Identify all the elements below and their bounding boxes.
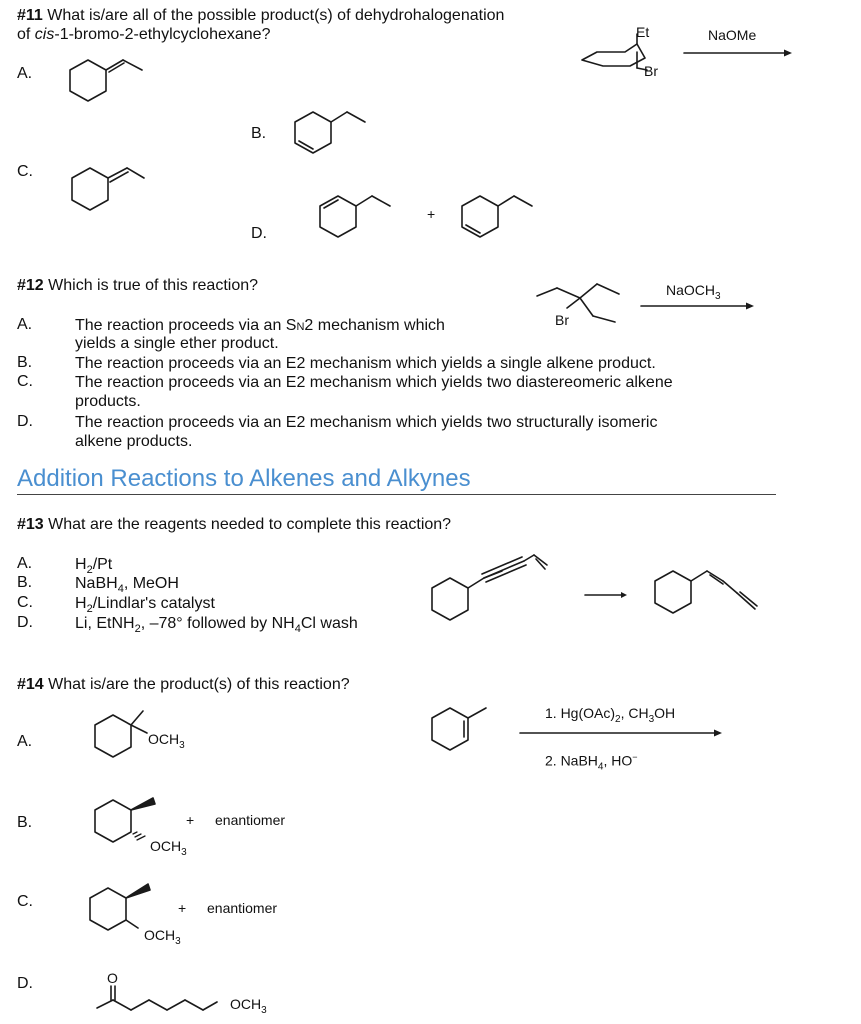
q14-option-d-label[interactable]: D.: [17, 975, 33, 992]
q13-option-d-text: Li, EtNH$_2$, –78° followed by $NH_4Cl$ wash: [75, 615, 358, 636]
q11-number: #11: [17, 7, 43, 24]
q11-question: [17, 6, 504, 25]
q14-option-c-plus: +: [178, 900, 187, 916]
q11-option-a-structure: [70, 58, 170, 108]
q14-option-c-label[interactable]: C.: [17, 893, 33, 910]
q12-option-d-label[interactable]: D.: [17, 413, 33, 430]
q14-reaction-arrow: [520, 728, 730, 738]
q14-step1: 1. $Hg(OAc)_2$, $CH_3OH$: [545, 705, 676, 725]
q11-reagent: NaOMe: [708, 27, 757, 43]
q14-option-a-label[interactable]: A.: [17, 733, 33, 750]
q14-number: #14: [17, 676, 44, 693]
q12-option-a-label[interactable]: A.: [17, 316, 33, 333]
q13-option-a-label[interactable]: A.: [17, 555, 33, 572]
q14-step2: 2. NaBH$_4$, HO−: [545, 752, 638, 773]
q11-option-d-structure-1: [320, 192, 420, 242]
q12-option-b-label[interactable]: B.: [17, 354, 33, 371]
q14-option-a-och3: $OCH_3$: [148, 731, 185, 751]
q13-number: #13: [17, 516, 44, 533]
q11-text-prefix: of: [17, 26, 35, 43]
q14-reactant-structure: [432, 700, 522, 755]
q12-reaction-arrow: [641, 301, 761, 311]
q11-option-c-label[interactable]: C.: [17, 163, 33, 180]
q13-option-c-text: $H_2/Lindlar's$ catalyst: [75, 595, 215, 616]
q13-reaction-arrow: [585, 590, 635, 600]
q14-question: [17, 675, 350, 694]
q14-option-b-label[interactable]: B.: [17, 814, 33, 831]
q14-option-b-enantiomer: enantiomer: [215, 812, 286, 828]
q12-option-d-line2: alkene products.: [75, 433, 193, 450]
q13-option-a-text: $H_2/Pt$: [75, 556, 113, 577]
q12-option-d-line1: The reaction proceeds via an E2 mechanism which yields two structurally isomeric: [75, 414, 658, 431]
q11-option-b-label[interactable]: B.: [251, 125, 267, 142]
q11-et-label: Et: [636, 24, 650, 40]
q14-option-c-och3: $OCH_3$: [144, 927, 181, 947]
q13-text: What are the reagents needed to complete this reaction?: [48, 516, 452, 533]
q11-question-line2: [17, 25, 270, 44]
q11-cis: cis: [34, 26, 55, 43]
q11-option-c-structure: [72, 160, 172, 215]
q13-option-c-label[interactable]: C.: [17, 594, 33, 611]
q12-reagent: NaOCH$_3$: [666, 282, 721, 302]
q11-option-d-label[interactable]: D.: [251, 225, 267, 242]
q12-option-a-line1: The reaction proceeds via an SN2 mechanism which: [75, 317, 445, 334]
q12-reactant-structure: [535, 278, 645, 328]
q12-option-c-line1: The reaction proceeds via an E2 mechanism which yields two diastereomeric alkene: [75, 374, 673, 391]
q14-option-d-oxygen: O: [107, 970, 118, 986]
q12-br-label: Br: [555, 312, 569, 328]
q14-option-b-och3: $OCH_3$: [150, 838, 187, 858]
q13-option-b-text: NaBH$_4$, MeOH: [75, 575, 179, 596]
q13-option-b-label[interactable]: B.: [17, 574, 33, 591]
q14-option-c-enantiomer: enantiomer: [207, 900, 278, 916]
q13-option-d-label[interactable]: D.: [17, 614, 33, 631]
q11-option-d-plus: +: [427, 206, 436, 222]
q13-product-structure: [655, 563, 775, 623]
q12-option-b-text: The reaction proceeds via an E2 mechanism which yields a single alkene product.: [75, 355, 656, 372]
q13-question: [17, 515, 451, 534]
section-heading: Addition Reactions to Alkenes and Alkynes: [17, 465, 471, 492]
q12-option-a-line2: yields a single ether product.: [75, 335, 279, 352]
q14-option-d-och3: $OCH_3$: [230, 996, 267, 1016]
q12-number: #12: [17, 277, 44, 294]
q11-option-d-structure-2: [462, 192, 562, 242]
q14-text: What is/are the product(s) of this reaction?: [48, 676, 350, 693]
q11-reaction-arrow: [684, 48, 794, 58]
section-rule: [17, 494, 776, 495]
q11-option-a-label[interactable]: A.: [17, 65, 33, 82]
q14-option-b-plus: +: [186, 812, 195, 828]
q12-option-c-line2: products.: [75, 393, 141, 410]
q11-br-label: Br: [644, 63, 658, 79]
q14-option-d-structure: [95, 984, 245, 1019]
q11-text-rest: -1-bromo-2-ethylcyclohexane?: [54, 26, 271, 43]
q13-reactant-structure: [432, 553, 572, 633]
q12-option-c-label[interactable]: C.: [17, 373, 33, 390]
q11-option-b-structure: [295, 108, 395, 158]
q12-text: Which is true of this reaction?: [48, 277, 259, 294]
q12-question: [17, 276, 258, 295]
q11-text-line1: What is/are all of the possible product(s) of dehydrohalogenation: [47, 7, 505, 24]
